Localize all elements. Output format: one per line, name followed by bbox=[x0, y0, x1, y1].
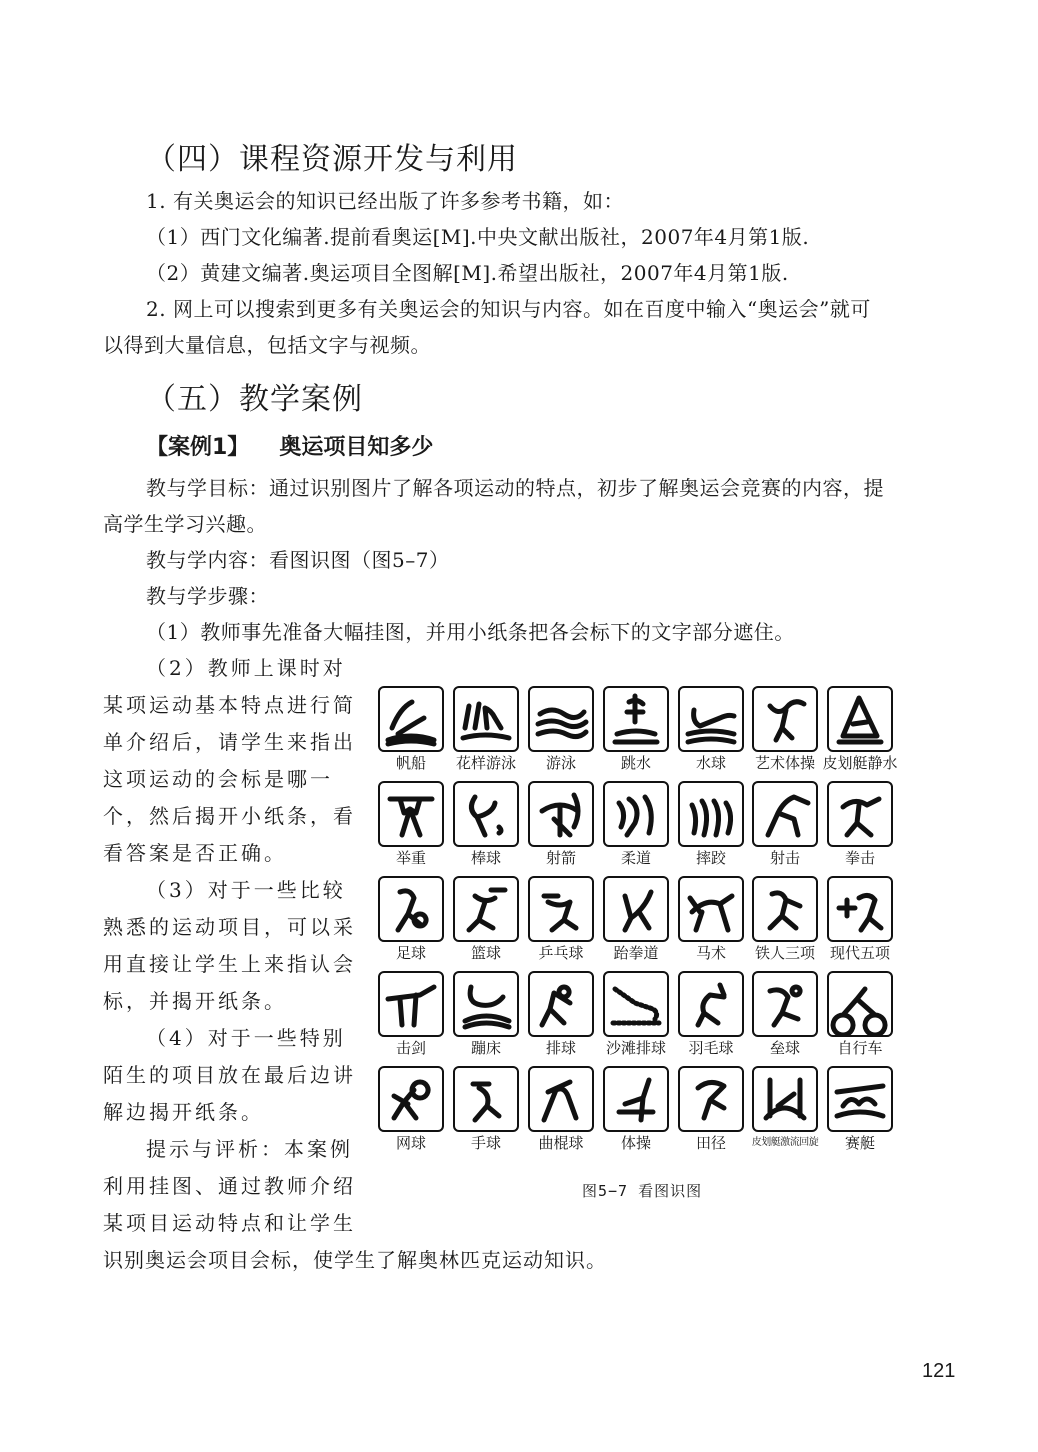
left-line-5: 个，然后揭开小纸条，看 bbox=[103, 804, 356, 828]
pictogram-caption: 举重 bbox=[395, 849, 426, 867]
pictogram-cell bbox=[678, 1066, 744, 1160]
rhythmic-gymnastics-icon bbox=[752, 686, 818, 752]
pictogram-caption: 游泳 bbox=[545, 754, 576, 772]
pictogram-caption: 足球 bbox=[395, 944, 426, 962]
pictogram-cell bbox=[603, 1066, 669, 1160]
pictogram-cell bbox=[752, 876, 818, 970]
taekwondo-icon bbox=[603, 876, 669, 942]
section-5-heading: （五）教学案例 bbox=[146, 382, 363, 417]
left-line-1: （2）教师上课时对 bbox=[146, 656, 346, 680]
pictogram-caption: 艺术体操 bbox=[754, 754, 815, 772]
pictogram-cell bbox=[453, 876, 519, 970]
s4-para-4b: 以得到大量信息，包括文字与视频。 bbox=[103, 333, 431, 357]
hockey-icon bbox=[528, 1066, 594, 1132]
pictogram-cell bbox=[827, 781, 893, 875]
pictogram-cell bbox=[678, 971, 744, 1065]
s4-para-2: （1）西门文化编著.提前看奥运[M].中央文献出版社，2007年4月第1版. bbox=[146, 225, 810, 249]
pictogram-caption: 柔道 bbox=[620, 849, 651, 867]
pictogram-caption: 网球 bbox=[395, 1134, 426, 1152]
judo-icon bbox=[603, 781, 669, 847]
left-line-3: 单介绍后，请学生来指出 bbox=[103, 730, 356, 754]
pictogram-caption: 排球 bbox=[545, 1039, 576, 1057]
pictogram-cell bbox=[378, 1066, 444, 1160]
pictogram-caption: 帆船 bbox=[395, 754, 426, 772]
pictogram-cell bbox=[752, 1066, 818, 1160]
pictogram-cell bbox=[528, 781, 594, 875]
last-line: 识别奥运会项目会标，使学生了解奥林匹克运动知识。 bbox=[103, 1248, 607, 1272]
pictogram-cell bbox=[827, 876, 893, 970]
football-icon bbox=[378, 876, 444, 942]
case-title: 奥运项目知多少 bbox=[279, 435, 434, 460]
goal-line-a: 教与学目标：通过识别图片了解各项运动的特点，初步了解奥运会竞赛的内容，提 bbox=[146, 476, 884, 500]
pictogram-caption: 摔跤 bbox=[695, 849, 726, 867]
pictogram-caption: 皮划艇激流回旋 bbox=[751, 1137, 819, 1148]
canoe-flatwater-icon bbox=[827, 686, 893, 752]
pictogram-cell bbox=[603, 876, 669, 970]
pictogram-caption: 击剑 bbox=[395, 1039, 426, 1057]
archery-icon bbox=[528, 781, 594, 847]
pictogram-caption: 羽毛球 bbox=[688, 1039, 734, 1057]
goal-line-b: 高学生学习兴趣。 bbox=[103, 512, 267, 536]
left-line-4: 这项运动的会标是哪一 bbox=[103, 767, 333, 791]
pictogram-caption: 田径 bbox=[695, 1134, 726, 1152]
pictogram-caption: 跳水 bbox=[620, 754, 651, 772]
pictogram-caption: 曲棍球 bbox=[538, 1134, 584, 1152]
fencing-icon bbox=[378, 971, 444, 1037]
wrestling-icon bbox=[678, 781, 744, 847]
pictogram-cell bbox=[378, 781, 444, 875]
tennis-icon bbox=[378, 1066, 444, 1132]
s4-para-4a: 2. 网上可以搜索到更多有关奥运会的知识与内容。如在百度中输入“奥运会”就可 bbox=[146, 297, 871, 321]
case-label: 【案例1】 bbox=[146, 435, 250, 460]
volleyball-icon bbox=[528, 971, 594, 1037]
baseball-icon bbox=[453, 781, 519, 847]
swimming-icon bbox=[528, 686, 594, 752]
basketball-icon bbox=[453, 876, 519, 942]
triathlon-icon bbox=[752, 876, 818, 942]
pictogram-caption: 花样游泳 bbox=[455, 754, 516, 772]
pictogram-caption: 体操 bbox=[620, 1134, 651, 1152]
gymnastics-icon bbox=[603, 1066, 669, 1132]
pictogram-caption: 射击 bbox=[769, 849, 800, 867]
pictogram-caption: 现代五项 bbox=[829, 944, 890, 962]
step-1-line: （1）教师事先准备大幅挂图，并用小纸条把各会标下的文字部分遮住。 bbox=[146, 620, 795, 644]
left-line-8: 熟悉的运动项目，可以采 bbox=[103, 915, 356, 939]
case-heading bbox=[146, 430, 433, 461]
pictogram-cell bbox=[603, 781, 669, 875]
pictogram-cell bbox=[453, 1066, 519, 1160]
pictogram-cell bbox=[603, 971, 669, 1065]
left-line-12: 陌生的项目放在最后边讲 bbox=[103, 1063, 356, 1087]
pictogram-cell bbox=[827, 971, 893, 1065]
modern-pentathlon-icon bbox=[827, 876, 893, 942]
content-line: 教与学内容：看图识图（图5–7） bbox=[146, 548, 450, 572]
pictogram-cell bbox=[378, 971, 444, 1065]
pictogram-cell bbox=[528, 971, 594, 1065]
pictogram-cell bbox=[528, 686, 594, 780]
boxing-icon bbox=[827, 781, 893, 847]
trampoline-icon bbox=[453, 971, 519, 1037]
sailing-icon bbox=[378, 686, 444, 752]
pictogram-cell bbox=[603, 686, 669, 780]
pictogram-cell bbox=[453, 781, 519, 875]
pictogram-caption: 水球 bbox=[695, 754, 726, 772]
water-polo-icon bbox=[678, 686, 744, 752]
pictogram-cell bbox=[678, 781, 744, 875]
pictogram-caption: 铁人三项 bbox=[754, 944, 815, 962]
pictogram-caption: 皮划艇静水 bbox=[822, 754, 898, 772]
left-line-15: 利用挂图、通过教师介绍 bbox=[103, 1174, 356, 1198]
pictogram-caption: 篮球 bbox=[470, 944, 501, 962]
s4-para-3: （2）黄建文编著.奥运项目全图解[M].希望出版社，2007年4月第1版. bbox=[146, 261, 789, 285]
pictogram-caption: 乒乓球 bbox=[538, 944, 584, 962]
left-line-14: 提示与评析：本案例 bbox=[146, 1137, 353, 1161]
pictogram-cell bbox=[752, 971, 818, 1065]
pictogram-caption: 射箭 bbox=[545, 849, 576, 867]
left-line-2: 某项运动基本特点进行简 bbox=[103, 693, 356, 717]
pictogram-cell bbox=[822, 686, 898, 780]
left-line-16: 某项目运动特点和让学生 bbox=[103, 1211, 356, 1235]
pictogram-caption: 垒球 bbox=[769, 1039, 800, 1057]
pictogram-caption: 马术 bbox=[695, 944, 726, 962]
diving-icon bbox=[603, 686, 669, 752]
shooting-icon bbox=[752, 781, 818, 847]
pictogram-caption: 棒球 bbox=[470, 849, 501, 867]
canoe-slalom-icon bbox=[752, 1066, 818, 1132]
pictogram-caption: 赛艇 bbox=[844, 1134, 875, 1152]
athletics-icon bbox=[678, 1066, 744, 1132]
equestrian-icon bbox=[678, 876, 744, 942]
figure-caption: 图5−7 看图识图 bbox=[582, 1182, 703, 1200]
pictogram-cell bbox=[752, 781, 818, 875]
pictogram-cell bbox=[453, 686, 519, 780]
left-line-11: （4）对于一些特别 bbox=[146, 1026, 346, 1050]
table-tennis-icon bbox=[528, 876, 594, 942]
badminton-icon bbox=[678, 971, 744, 1037]
pictogram-caption: 自行车 bbox=[837, 1039, 883, 1057]
pictogram-cell bbox=[752, 686, 818, 780]
pictogram-cell bbox=[378, 686, 444, 780]
left-line-10: 标，并揭开纸条。 bbox=[103, 989, 287, 1013]
pictogram-caption: 沙滩排球 bbox=[605, 1039, 666, 1057]
left-line-7: （3）对于一些比较 bbox=[146, 878, 346, 902]
beach-volleyball-icon bbox=[603, 971, 669, 1037]
left-line-6: 看答案是否正确。 bbox=[103, 841, 287, 865]
pictogram-caption: 手球 bbox=[470, 1134, 501, 1152]
page-number: 121 bbox=[922, 1360, 956, 1382]
pictogram-cell bbox=[827, 1066, 893, 1160]
pictogram-caption: 拳击 bbox=[844, 849, 875, 867]
s4-para-1: 1. 有关奥运会的知识已经出版了许多参考书籍，如： bbox=[146, 189, 624, 213]
softball-icon bbox=[752, 971, 818, 1037]
pictogram-caption: 蹦床 bbox=[470, 1039, 501, 1057]
left-line-13: 解边揭开纸条。 bbox=[103, 1100, 264, 1124]
rowing-icon bbox=[827, 1066, 893, 1132]
steps-line: 教与学步骤： bbox=[146, 584, 269, 608]
pictogram-cell bbox=[528, 1066, 594, 1160]
pictogram-cell bbox=[453, 971, 519, 1065]
cycling-icon bbox=[827, 971, 893, 1037]
section-4-heading: （四）课程资源开发与利用 bbox=[146, 142, 518, 177]
pictogram-cell bbox=[678, 686, 744, 780]
left-line-9: 用直接让学生上来指认会 bbox=[103, 952, 356, 976]
pictogram-cell bbox=[378, 876, 444, 970]
pictogram-cell bbox=[678, 876, 744, 970]
pictogram-caption: 跆拳道 bbox=[613, 944, 659, 962]
weightlifting-icon bbox=[378, 781, 444, 847]
synchronized-swimming-icon bbox=[453, 686, 519, 752]
handball-icon bbox=[453, 1066, 519, 1132]
pictogram-cell bbox=[528, 876, 594, 970]
